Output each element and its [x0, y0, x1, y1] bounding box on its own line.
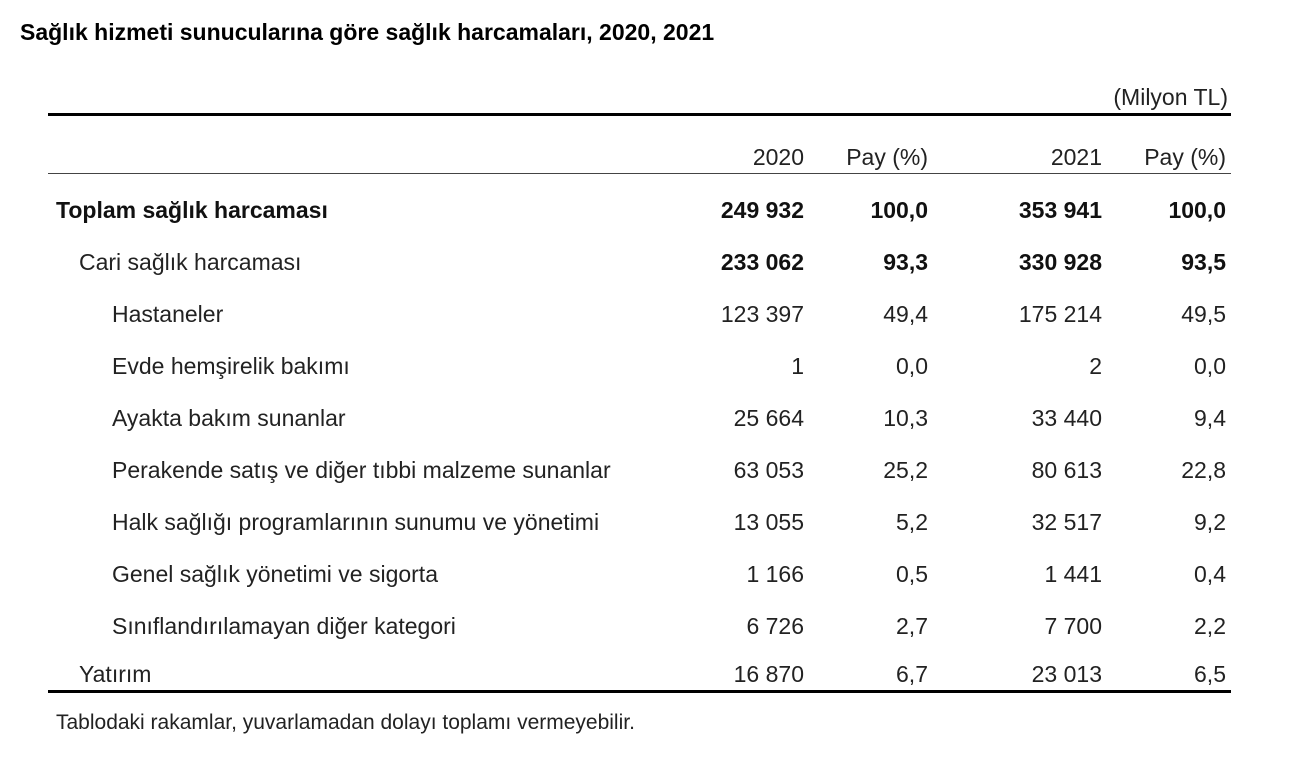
- share-2020: 0,0: [896, 353, 928, 379]
- share-2020: 93,3: [883, 249, 928, 275]
- value-2020: 249 932: [720, 197, 804, 223]
- share-2020: 10,3: [883, 405, 928, 431]
- share-2021: 2,2: [1194, 613, 1226, 639]
- value-2021: 330 928: [1018, 249, 1102, 275]
- share-2021: 0,4: [1194, 561, 1226, 587]
- value-2020: 25 664: [733, 405, 804, 431]
- share-2021: 100,0: [1168, 197, 1226, 223]
- column-header-share-2020: Pay (%): [846, 144, 928, 170]
- table-row: [0, 197, 1316, 249]
- share-2020: 49,4: [883, 301, 928, 327]
- share-2020: 25,2: [883, 457, 928, 483]
- share-2021: 22,8: [1181, 457, 1226, 483]
- share-2021: 0,0: [1194, 353, 1226, 379]
- bottom-rule: [48, 690, 1231, 693]
- value-2021: 32 517: [1031, 509, 1102, 535]
- row-label: Evde hemşirelik bakımı: [112, 353, 350, 379]
- table-row: [0, 301, 1316, 353]
- share-2020: 0,5: [896, 561, 928, 587]
- value-2020: 123 397: [720, 301, 804, 327]
- share-2020: 6,7: [896, 661, 928, 687]
- value-2021: 23 013: [1031, 661, 1102, 687]
- column-header-2020: 2020: [752, 144, 804, 170]
- top-rule: [48, 113, 1231, 116]
- value-2020: 13 055: [733, 509, 804, 535]
- table-title: Sağlık hizmeti sunucularına göre sağlık harcamaları, 2020, 2021: [20, 19, 715, 45]
- row-label: Toplam sağlık harcaması: [56, 197, 328, 223]
- table-row: [0, 249, 1316, 301]
- table-row: [0, 661, 1316, 713]
- value-2021: 175 214: [1018, 301, 1102, 327]
- row-label: Perakende satış ve diğer tıbbi malzeme sunanlar: [112, 457, 611, 483]
- value-2020: 63 053: [733, 457, 804, 483]
- table-row: [0, 613, 1316, 665]
- table-row: [0, 457, 1316, 509]
- value-2020: 1: [791, 353, 804, 379]
- value-2021: 80 613: [1031, 457, 1102, 483]
- share-2021: 49,5: [1181, 301, 1226, 327]
- row-label: Genel sağlık yönetimi ve sigorta: [112, 561, 438, 587]
- table-row: [0, 353, 1316, 405]
- footnote: Tablodaki rakamlar, yuvarlamadan dolayı toplamı vermeyebilir.: [56, 711, 635, 734]
- share-2020: 100,0: [870, 197, 928, 223]
- row-label: Halk sağlığı programlarının sunumu ve yönetimi: [112, 509, 600, 535]
- row-label: Ayakta bakım sunanlar: [112, 405, 346, 431]
- share-2021: 9,4: [1194, 405, 1226, 431]
- share-2020: 2,7: [896, 613, 928, 639]
- unit-label: (Milyon TL): [1113, 84, 1228, 110]
- value-2020: 1 166: [746, 561, 804, 587]
- value-2021: 7 700: [1044, 613, 1102, 639]
- table-row: [0, 509, 1316, 561]
- column-header-2021: 2021: [1050, 144, 1102, 170]
- header-rule: [48, 173, 1231, 174]
- share-2020: 5,2: [896, 509, 928, 535]
- value-2021: 353 941: [1018, 197, 1102, 223]
- row-label: Yatırım: [79, 661, 152, 687]
- value-2020: 16 870: [733, 661, 804, 687]
- share-2021: 6,5: [1194, 661, 1226, 687]
- column-header-share-2021: Pay (%): [1144, 144, 1226, 170]
- share-2021: 93,5: [1181, 249, 1226, 275]
- value-2020: 233 062: [720, 249, 804, 275]
- value-2021: 1 441: [1044, 561, 1102, 587]
- row-label: Sınıflandırılamayan diğer kategori: [112, 613, 456, 639]
- value-2021: 33 440: [1031, 405, 1102, 431]
- table-row: [0, 405, 1316, 457]
- share-2021: 9,2: [1194, 509, 1226, 535]
- value-2021: 2: [1089, 353, 1102, 379]
- row-label: Hastaneler: [112, 301, 224, 327]
- row-label: Cari sağlık harcaması: [79, 249, 302, 275]
- value-2020: 6 726: [746, 613, 804, 639]
- table-row: [0, 561, 1316, 613]
